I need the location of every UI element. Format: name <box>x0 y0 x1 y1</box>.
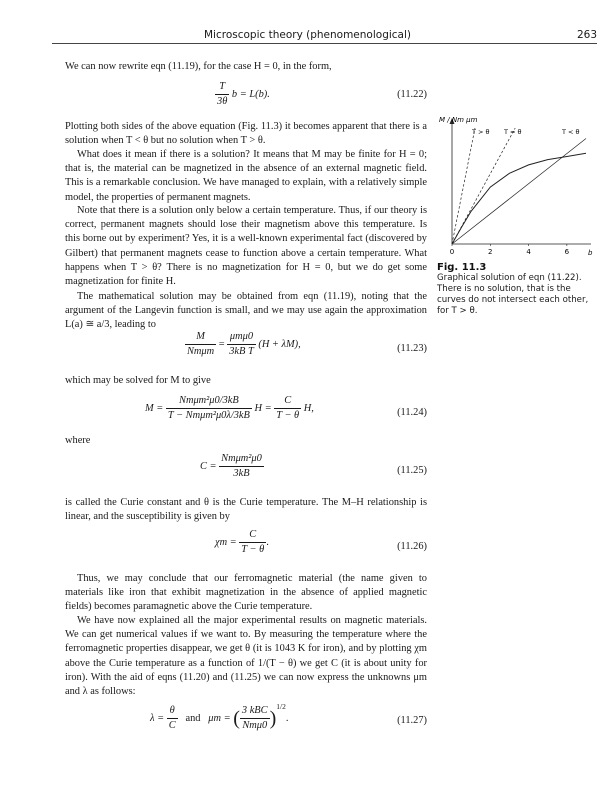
x-ticks <box>450 244 570 256</box>
y-axis-label: M / Nm μm <box>439 116 478 124</box>
paragraph-7: We have now explained all the major experimental results on magnetic materials. We can get numerical values if we want to. By measuring the temperature where the ferromagnetic properties disappear, we get θ (it is 1043 K for iron), and by plotting χm above the Curie temperature as a function of 1/(T − θ) we get C (it is about unity for iron). With the aid of eqns (11.20) and (11.25) we can now express the unknowns μm and λ as follows: <box>65 615 427 698</box>
x-tick-label: 4 <box>526 248 531 256</box>
equation-11-23: $\frac{M}{\text{Nmμm}}$ = $\frac{\text{μmμ0}}{\text{3kB T}}$ (H + λM), (11.23) <box>187 331 427 358</box>
running-title: Microscopic theory (phenomenological) <box>203 29 411 41</box>
equation-11-26: χm = $\frac{C}{T - \theta}$ . (11.26) <box>215 529 427 556</box>
line-t- <box>452 128 515 244</box>
eq-11-25-number: (11.25) <box>397 465 427 476</box>
eq-11-24-number: (11.24) <box>397 407 427 418</box>
plot-lines <box>452 128 586 244</box>
x-tick-label: 2 <box>488 248 493 256</box>
figure-caption-text: Graphical solution of eqn (11.22). There is no solution, that is the curves do not intersect each other, for T > θ. <box>437 273 589 316</box>
figure-11-3 <box>436 112 596 262</box>
equation-11-24: M = $\frac{\text{Nmμm²μ0/3kB}}{\text{T − Nmμm²μ0λ/3kB}}$ H = $\frac{C}{T - \theta}$ H, (11.24) <box>145 395 427 422</box>
x-tick-label: 6 <box>564 248 570 256</box>
eq-11-27-number: (11.27) <box>397 715 427 726</box>
eq-11-23-number: (11.23) <box>397 343 427 354</box>
equation-11-27: λ = $\frac{\theta}{C}$ and μm = ( $\frac{\text{3 kBC}}{\text{Nmμ0}}$ )$^{1/2}$. (11.27) <box>150 701 427 732</box>
page-number: 263 <box>576 29 597 41</box>
header-rule <box>52 43 597 44</box>
x-axis-label: b <box>588 249 593 257</box>
which-text: which may be solved for M to give <box>65 375 211 386</box>
equation-11-22 <box>65 78 427 110</box>
eq-11-22-number: (11.22) <box>397 89 427 100</box>
page-header <box>0 28 615 44</box>
paragraph-2: What does it mean if there is a solution? It means that M may be finite for H = 0; that is, the material can be magnetized in the absence of an external magnetic field. This is a remarkable conclusion. We have managed to explain, with a relatively simple model, the properties of permanent magnets. <box>65 149 427 203</box>
where-text: where <box>65 435 91 446</box>
line-t- <box>452 139 586 245</box>
equation-11-25: C = $\frac{\text{Nmμm²μ0}}{3kB}$ (11.25) <box>200 453 427 480</box>
paragraph-3: Note that there is a solution only below a certain temperature. Thus, if our theory is correct, permanent magnets should lose their magnetism above this temperature. Is this borne out by experiment? Yes, it is a well-known experimental fact (discovered by Gilbert) that permanent magnets cease to function above a certain temperature. What happens when T > θ? There is no magnetization for H = 0, but we do get some magnetization for finite H. <box>65 205 427 288</box>
label-t-lt-theta: T < θ <box>562 128 580 136</box>
langevin-curve <box>452 153 586 244</box>
label-t-gt-theta: T > θ <box>472 128 490 136</box>
eq-11-26-number: (11.26) <box>397 541 427 552</box>
eq-11-22-rhs: b = L(b). <box>231 89 270 101</box>
paragraph-4: The mathematical solution may be obtained from eqn (11.19), noting that the argument of the Langevin function is small, and we may use again the approximation L(a) ≅ a/3, leading to <box>65 291 427 331</box>
paragraph-6: Thus, we may conclude that our ferromagnetic material (the name given to materials like iron that exhibit magnetization in the absence of applied magnetic fields) becomes paramagnetic above the Curie temperature. <box>65 573 427 613</box>
x-tick-label: 0 <box>449 248 455 256</box>
paragraph-5: is called the Curie constant and θ is the Curie temperature. The M–H relationship is linear, and the susceptibility is given by <box>65 497 427 523</box>
eq-11-22-fraction: $\frac{T}{3\theta}$ <box>217 81 228 108</box>
line-t- <box>452 128 475 244</box>
label-t-eq-theta: T = θ <box>504 128 522 136</box>
figure-caption <box>437 262 602 317</box>
figure-label: Fig. 11.3 <box>437 262 487 273</box>
paragraph-1: Plotting both sides of the above equation (Fig. 11.3) it becomes apparent that there is a solution when T < θ but no solution when T > θ. <box>65 121 427 147</box>
intro-text: We can now rewrite eqn (11.19), for the case H = 0, in the form, <box>65 61 332 72</box>
